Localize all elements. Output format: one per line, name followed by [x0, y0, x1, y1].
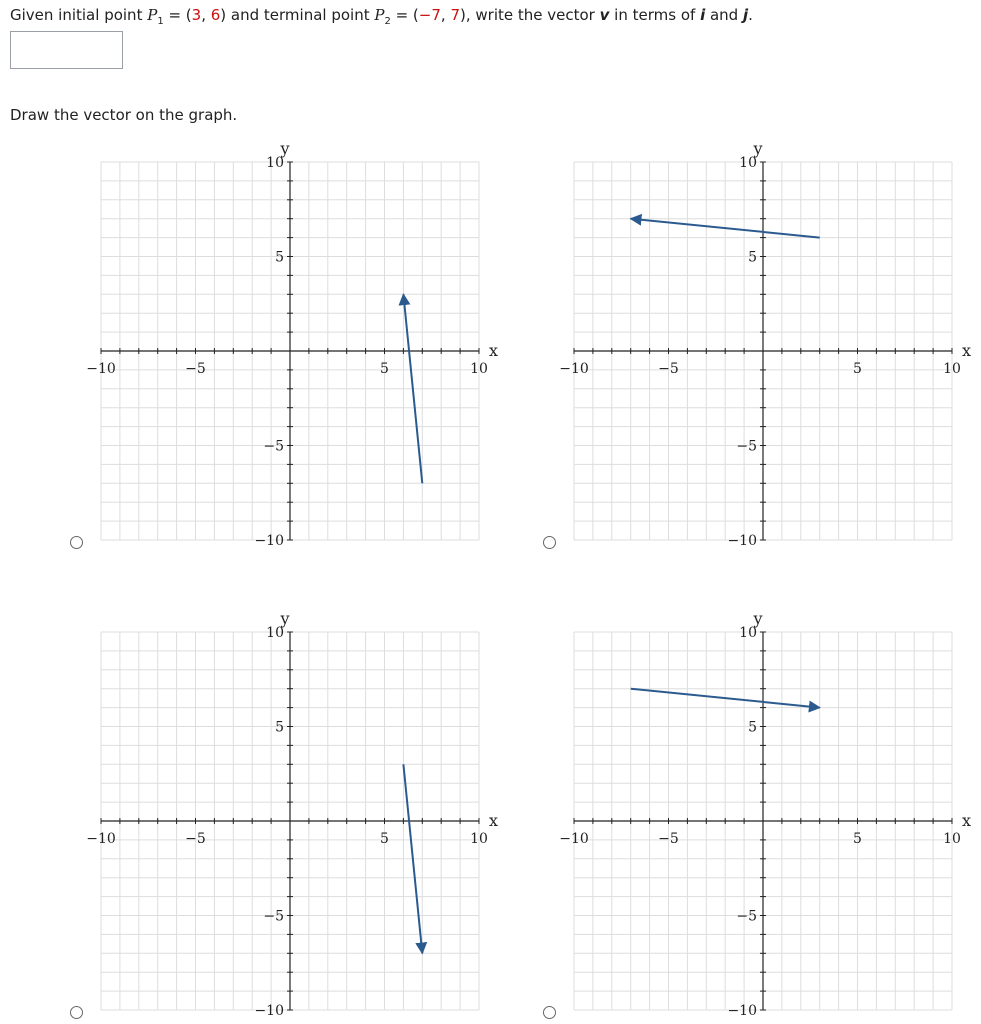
x-axis-label: x: [962, 341, 972, 360]
graph-option-a: [80, 133, 500, 553]
x-tick-label: −5: [658, 831, 679, 847]
question-text: [10, 6, 753, 27]
x-tick-label: 5: [380, 361, 389, 377]
graph-option-b: [553, 133, 973, 553]
coordinate-plane: [553, 133, 973, 553]
radio-option-d[interactable]: [543, 1006, 556, 1019]
vector-v-symbol: v: [599, 6, 610, 24]
unit-i-symbol: i: [700, 6, 706, 24]
question-mid: ) and terminal point: [220, 6, 375, 24]
coordinate-plane: [553, 603, 973, 1023]
radio-option-a[interactable]: [70, 536, 83, 549]
question-prefix: Given initial point: [10, 6, 148, 24]
y-tick-label: 10: [266, 625, 284, 641]
x-tick-label: −10: [559, 831, 589, 847]
y-tick-label: −5: [736, 908, 757, 925]
y-axis-label: y: [753, 139, 763, 158]
y-axis-label: y: [753, 609, 763, 628]
p1-symbol: P: [147, 6, 158, 24]
y-tick-label: −10: [727, 1003, 757, 1019]
p2-eq: = (: [390, 6, 419, 24]
p2-x-value: −7: [418, 6, 441, 24]
question-and: and: [705, 6, 743, 24]
p1-comma: ,: [201, 6, 211, 24]
p1-eq: = (: [163, 6, 192, 24]
x-tick-label: −10: [559, 361, 589, 377]
x-axis-label: x: [962, 811, 972, 830]
y-tick-label: −10: [254, 1003, 284, 1019]
coordinate-plane: [80, 603, 500, 1023]
p2-comma: ,: [440, 6, 451, 24]
y-tick-label: −5: [736, 438, 757, 455]
x-tick-label: −5: [185, 831, 206, 847]
y-tick-label: −10: [254, 533, 284, 549]
radio-option-c[interactable]: [70, 1006, 83, 1019]
unit-j-symbol: j: [742, 6, 749, 24]
p1-y-value: 6: [210, 6, 221, 24]
p2-y-value: 7: [450, 6, 461, 24]
p1-subscript: 1: [157, 16, 164, 27]
instruction-text: Draw the vector on the graph.: [10, 106, 238, 124]
x-tick-label: 5: [853, 831, 862, 847]
y-tick-label: 5: [748, 719, 757, 736]
x-tick-label: −5: [185, 361, 206, 377]
x-tick-label: −10: [86, 361, 116, 377]
x-axis-label: x: [489, 341, 499, 360]
y-tick-label: 5: [748, 249, 757, 266]
y-tick-label: 5: [275, 719, 284, 736]
answer-input[interactable]: [10, 31, 123, 69]
x-tick-label: 10: [943, 361, 961, 377]
y-tick-label: −10: [727, 533, 757, 549]
x-axis-label: x: [489, 811, 499, 830]
y-axis-label: y: [280, 139, 290, 158]
p2-subscript: 2: [384, 16, 391, 27]
y-tick-label: −5: [263, 908, 284, 925]
y-tick-label: 10: [266, 155, 284, 171]
x-tick-label: 10: [470, 361, 488, 377]
y-tick-label: −5: [263, 438, 284, 455]
y-axis-label: y: [280, 609, 290, 628]
x-tick-label: 10: [470, 831, 488, 847]
radio-option-b[interactable]: [543, 536, 556, 549]
question-suffix-pre: ), write the vector: [460, 6, 600, 24]
coordinate-plane: [80, 133, 500, 553]
question-period: .: [748, 6, 753, 24]
x-tick-label: −10: [86, 831, 116, 847]
question-suffix-mid: in terms of: [609, 6, 701, 24]
p1-x-value: 3: [191, 6, 202, 24]
p2-symbol: P: [374, 6, 385, 24]
x-tick-label: 10: [943, 831, 961, 847]
y-tick-label: 10: [739, 155, 757, 171]
graph-option-c: [80, 603, 500, 1023]
x-tick-label: 5: [380, 831, 389, 847]
y-tick-label: 10: [739, 625, 757, 641]
graph-option-d: [553, 603, 973, 1023]
x-tick-label: −5: [658, 361, 679, 377]
x-tick-label: 5: [853, 361, 862, 377]
y-tick-label: 5: [275, 249, 284, 266]
